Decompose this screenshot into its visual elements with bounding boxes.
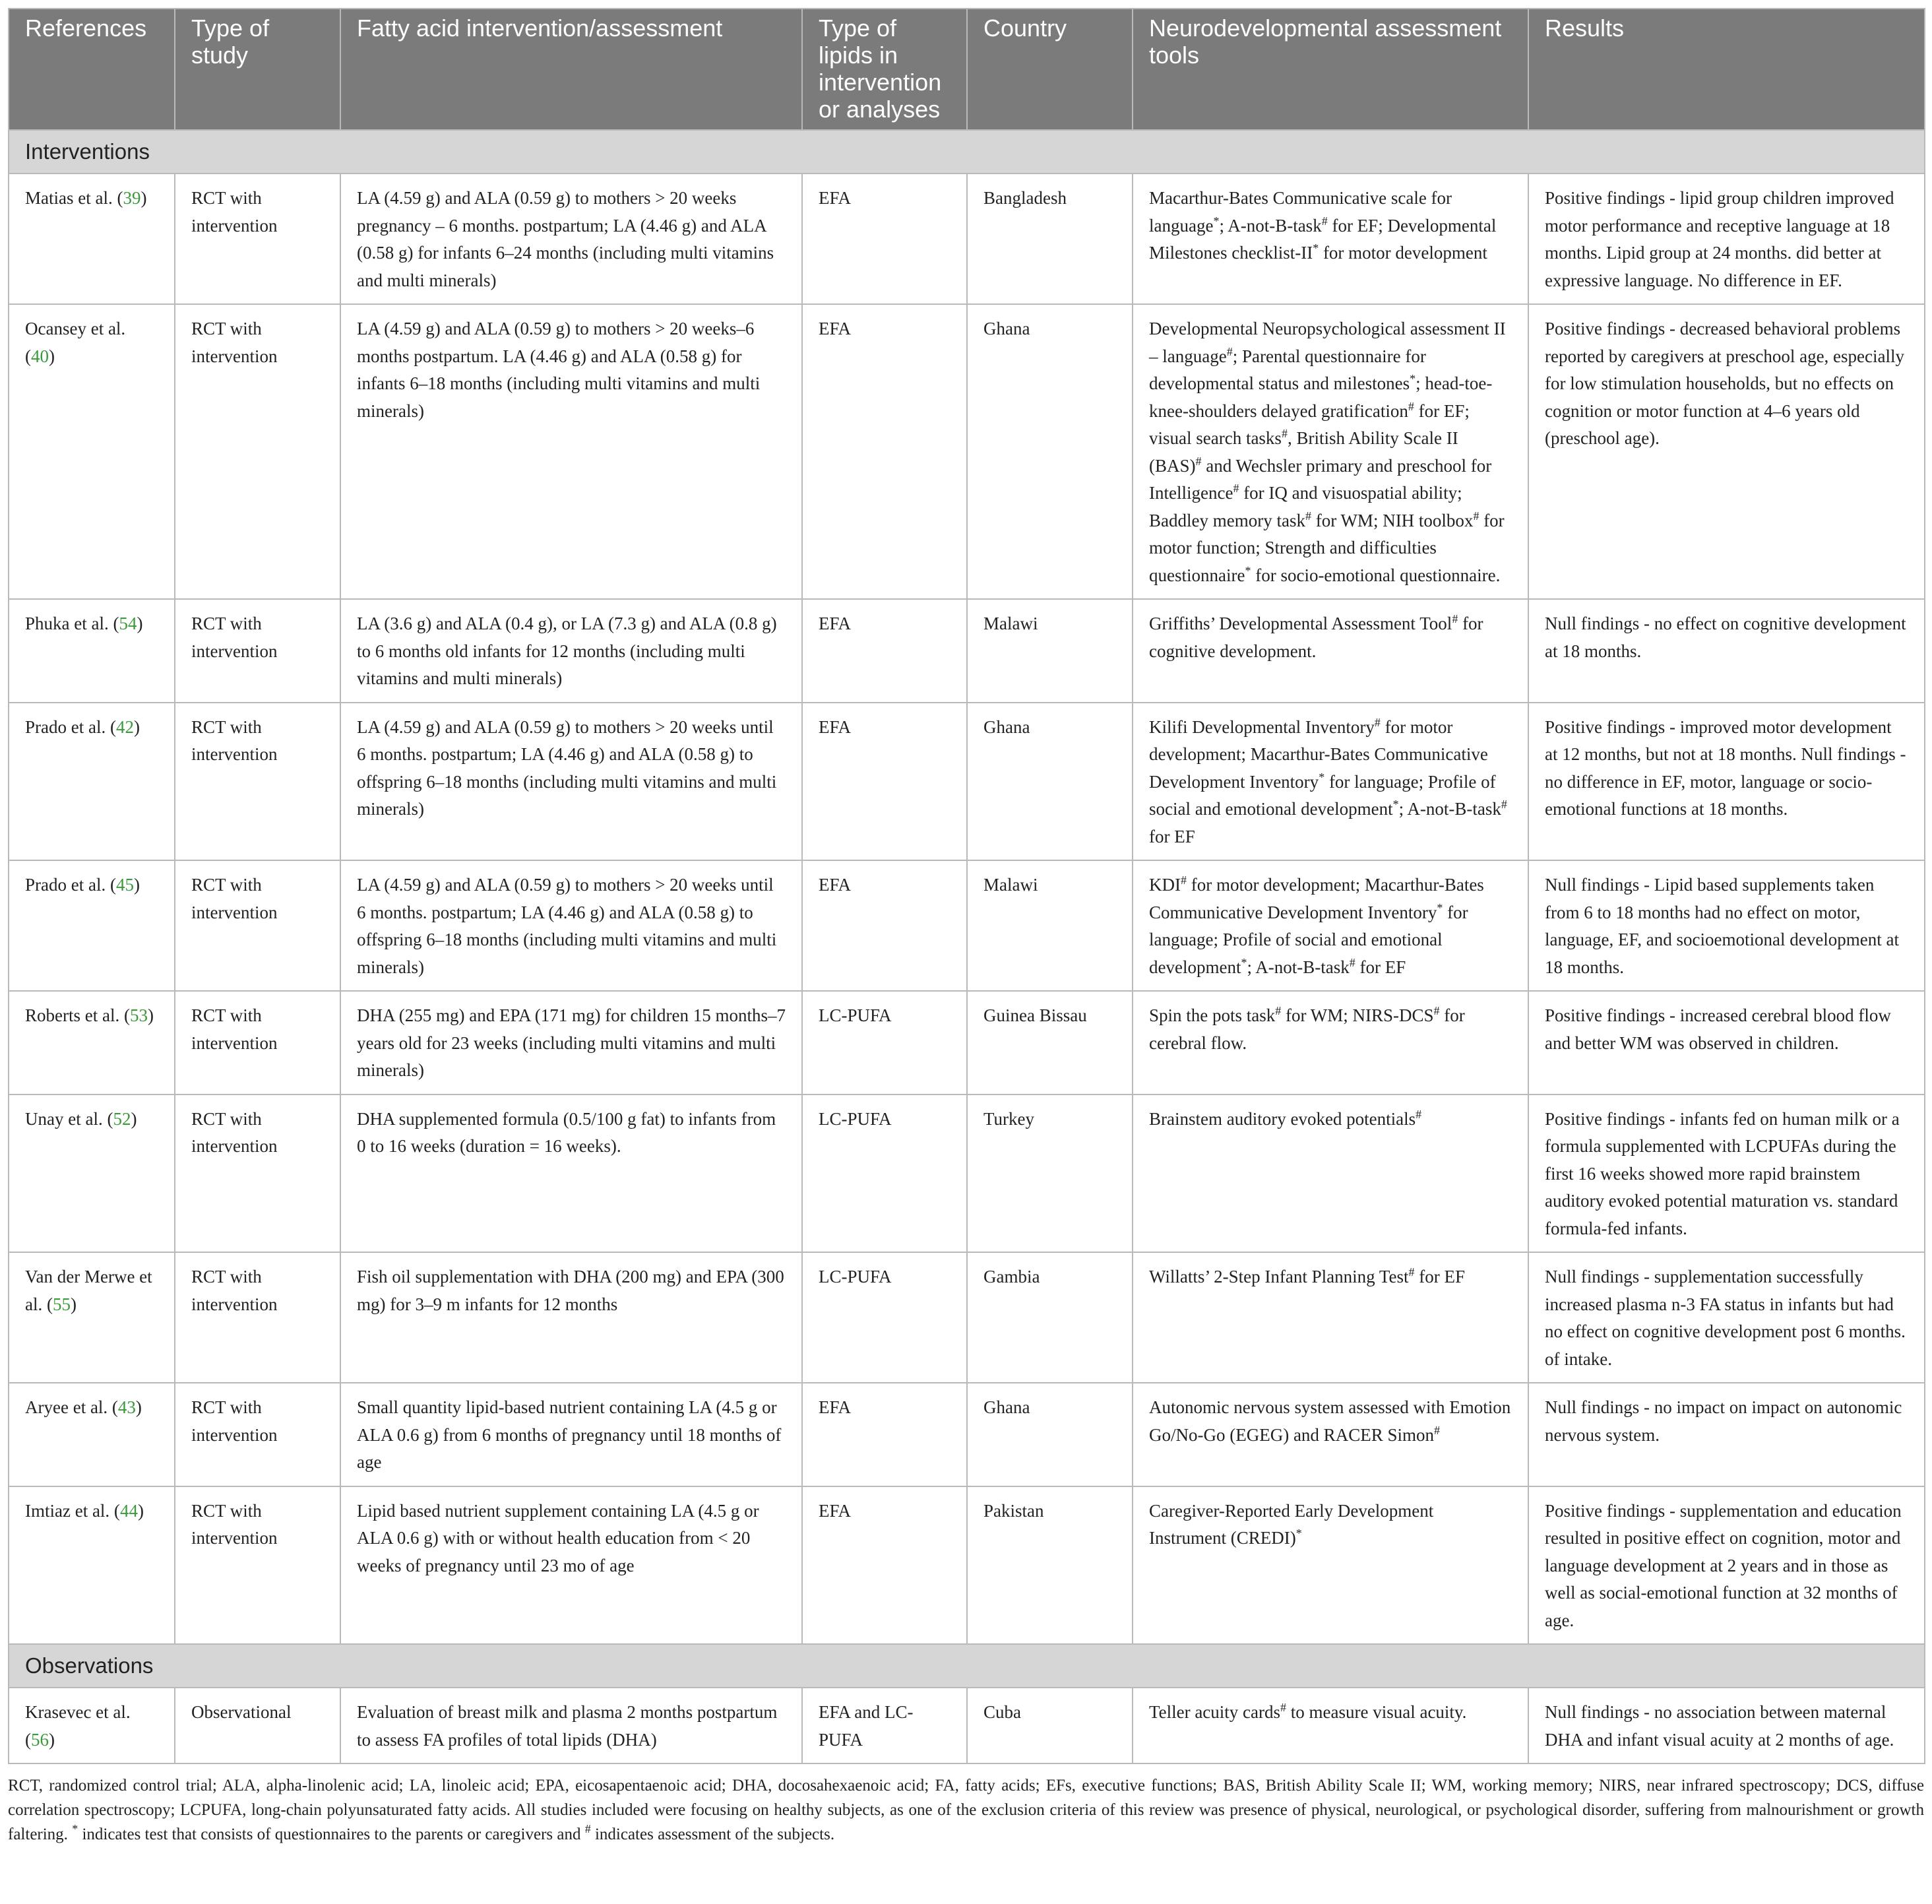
questionnaire-marker: * <box>1241 955 1247 969</box>
reference-cell <box>9 1486 175 1645</box>
assessment-tools-cell: Caregiver-Reported Early Development Instrument (CREDI)* <box>1133 1486 1528 1645</box>
reference-number-link[interactable]: 39 <box>123 188 141 208</box>
lipid-type-cell: EFA <box>802 860 967 991</box>
assessment-tools-cell: Griffiths’ Developmental Assessment Tool# for cognitive development. <box>1133 599 1528 703</box>
header-assessment-tools: Neurodevelopmental assessment tools <box>1133 9 1528 130</box>
questionnaire-marker: * <box>1410 372 1416 385</box>
reference-number-link[interactable]: 42 <box>115 716 134 737</box>
reference-close: ) <box>49 1729 55 1750</box>
study-type-cell: RCT with intervention <box>175 1095 340 1253</box>
country-cell: Cuba <box>967 1688 1133 1763</box>
lipid-type-cell: EFA and LC-PUFA <box>802 1688 967 1763</box>
reference-author: Prado et al. ( <box>25 875 116 895</box>
table-row <box>9 1486 1925 1645</box>
reference-number-link[interactable]: 52 <box>113 1108 131 1129</box>
reference-close: ) <box>147 1005 154 1025</box>
reference-close: ) <box>140 188 147 208</box>
table-row <box>9 1383 1925 1486</box>
reference-author: Matias et al. ( <box>25 188 123 208</box>
table-row <box>9 703 1925 861</box>
table-row <box>9 174 1925 304</box>
lipid-type-cell: LC-PUFA <box>802 1252 967 1383</box>
reference-close: ) <box>49 346 55 366</box>
intervention-cell: LA (3.6 g) and ALA (0.4 g), or LA (7.3 g) and ALA (0.8 g) to 6 months old infants for 12 months (including multi vitamins and multi minerals) <box>340 599 802 703</box>
intervention-cell: LA (4.59 g) and ALA (0.59 g) to mothers > 20 weeks pregnancy – 6 months. postpartum; LA (4.46 g) and ALA (0.58 g) for infants 6–24 months (including multi vitamins and multi minerals) <box>340 174 802 304</box>
country-cell: Bangladesh <box>967 174 1133 304</box>
results-cell: Null findings - no association between maternal DHA and infant visual acuity at 2 months of age. <box>1528 1688 1925 1763</box>
subject-assessment-marker: # <box>1275 1004 1282 1017</box>
assessment-tools-cell: Teller acuity cards# to measure visual acuity. <box>1133 1688 1528 1763</box>
reference-author: Imtiaz et al. ( <box>25 1500 120 1521</box>
results-cell: Null findings - supplementation successfully increased plasma n-3 FA status in infants but had no effect on cognitive development post 6 months. of intake. <box>1528 1252 1925 1383</box>
assessment-tools-cell: Willatts’ 2-Step Infant Planning Test# for EF <box>1133 1252 1528 1383</box>
subject-assessment-marker: # <box>1226 344 1233 358</box>
questionnaire-marker: * <box>1245 563 1251 577</box>
country-cell: Gambia <box>967 1252 1133 1383</box>
reference-close: ) <box>137 614 143 633</box>
intervention-cell: LA (4.59 g) and ALA (0.59 g) to mothers > 20 weeks until 6 months. postpartum; LA (4.46 g) and ALA (0.58 g) to offspring 6–18 months (including multi vitamins and multi minerals) <box>340 703 802 861</box>
header-references: References <box>9 9 175 130</box>
table-row <box>9 304 1925 599</box>
reference-author: Roberts et al. ( <box>25 1005 130 1025</box>
assessment-tools-cell: Brainstem auditory evoked potentials# <box>1133 1095 1528 1253</box>
questionnaire-marker: * <box>1319 770 1325 784</box>
reference-author: Prado et al. ( <box>25 716 116 737</box>
results-cell: Positive findings - infants fed on human milk or a formula supplemented with LCPUFAs during the first 16 weeks showed more rapid brainstem auditory evoked potential maturation vs. standard formula-fed infants. <box>1528 1095 1925 1253</box>
intervention-cell: Evaluation of breast milk and plasma 2 months postpartum to assess FA profiles of total lipids (DHA) <box>340 1688 802 1763</box>
reference-author: Unay et al. ( <box>25 1108 113 1129</box>
results-cell: Positive findings - supplementation and education resulted in positive effect on cognition, motor and language development at 2 years and in those as well as social-emotional function at 32 months of age. <box>1528 1486 1925 1645</box>
section-row-interventions <box>9 130 1925 174</box>
country-cell: Malawi <box>967 599 1133 703</box>
subject-assessment-marker: # <box>1305 509 1311 523</box>
intervention-cell: Fish oil supplementation with DHA (200 mg) and EPA (300 mg) for 3–9 m infants for 12 months <box>340 1252 802 1383</box>
reference-number-link[interactable]: 40 <box>31 346 49 366</box>
reference-cell <box>9 174 175 304</box>
assessment-tools-cell: Developmental Neuropsychological assessment II – language#; Parental questionnaire for developmental status and milestones*; head-toe-knee-shoulders delayed gratification# for EF; visual search tasks#, British Ability Scale II (BAS)# and Wechsler primary and preschool for Intelligence# for IQ and visuospatial ability; Baddley memory task# for WM; NIH toolbox# for motor function; Strength and difficulties questionnaire* for socio-emotional questionnaire. <box>1133 304 1528 599</box>
subject-assessment-marker: # <box>1433 1423 1440 1437</box>
intervention-cell: DHA (255 mg) and EPA (171 mg) for children 15 months–7 years old for 23 weeks (including multi vitamins and multi minerals) <box>340 991 802 1095</box>
reference-number-link[interactable]: 55 <box>52 1294 71 1314</box>
reference-cell <box>9 1252 175 1383</box>
questionnaire-marker: * <box>1392 798 1399 811</box>
subject-assessment-marker: # <box>1195 454 1202 468</box>
intervention-cell: LA (4.59 g) and ALA (0.59 g) to mothers > 20 weeks–6 months postpartum. LA (4.46 g) and ALA (0.58 g) for infants 6–18 months (including multi vitamins and multi minerals) <box>340 304 802 599</box>
questionnaire-marker: * <box>1313 241 1319 255</box>
results-cell: Positive findings - lipid group children improved motor performance and receptive language at 18 months. Lipid group at 24 months. did better at expressive language. No difference in EF. <box>1528 174 1925 304</box>
study-type-cell: RCT with intervention <box>175 174 340 304</box>
country-cell: Ghana <box>967 1383 1133 1486</box>
reference-cell <box>9 1688 175 1763</box>
reference-close: ) <box>70 1294 77 1314</box>
header-results: Results <box>1528 9 1925 130</box>
section-row-observations <box>9 1644 1925 1688</box>
lipid-type-cell: EFA <box>802 304 967 599</box>
study-type-cell: RCT with intervention <box>175 1486 340 1645</box>
intervention-cell: DHA supplemented formula (0.5/100 g fat) to infants from 0 to 16 weeks (duration = 16 weeks). <box>340 1095 802 1253</box>
subject-assessment-marker: # <box>1233 482 1239 495</box>
assessment-tools-cell: Autonomic nervous system assessed with Emotion Go/No-Go (EGEG) and RACER Simon# <box>1133 1383 1528 1486</box>
study-type-cell: RCT with intervention <box>175 304 340 599</box>
subject-assessment-marker: # <box>1416 1107 1422 1121</box>
subject-assessment-marker: # <box>1408 399 1414 413</box>
table-row <box>9 1688 1925 1763</box>
country-cell: Ghana <box>967 703 1133 861</box>
subject-assessment-marker: # <box>1501 798 1507 811</box>
header-row <box>9 9 1925 130</box>
reference-author: Van der Merwe et al. ( <box>25 1267 152 1314</box>
table-body <box>9 130 1925 1763</box>
subject-assessment-marker: # <box>1433 1004 1440 1017</box>
subject-assessment-marker: # <box>584 1822 591 1835</box>
study-type-cell: RCT with intervention <box>175 991 340 1095</box>
reference-author: Phuka et al. ( <box>25 614 119 633</box>
reference-cell <box>9 1095 175 1253</box>
reference-number-link[interactable]: 53 <box>129 1005 148 1025</box>
subject-assessment-marker: # <box>1374 715 1381 729</box>
country-cell: Turkey <box>967 1095 1133 1253</box>
results-cell: Positive findings - increased cerebral blood flow and better WM was observed in children. <box>1528 991 1925 1095</box>
table-row <box>9 1095 1925 1253</box>
subject-assessment-marker: # <box>1281 427 1288 440</box>
reference-number-link[interactable]: 44 <box>119 1500 138 1521</box>
subject-assessment-marker: # <box>1408 1265 1415 1279</box>
questionnaire-marker: * <box>1213 214 1220 228</box>
country-cell: Malawi <box>967 860 1133 991</box>
intervention-cell: LA (4.59 g) and ALA (0.59 g) to mothers > 20 weeks until 6 months. postpartum; LA (4.46 g) and ALA (0.58 g) to offspring 6–18 months (including multi vitamins and multi minerals) <box>340 860 802 991</box>
results-cell: Null findings - Lipid based supplements taken from 6 to 18 months had no effect on motor, language, EF, and socioemotional development at 18 months. <box>1528 860 1925 991</box>
questionnaire-marker: * <box>1295 1527 1302 1540</box>
assessment-tools-cell: Macarthur-Bates Communicative scale for language*; A-not-B-task# for EF; Developmental Milestones checklist-II* for motor development <box>1133 174 1528 304</box>
study-type-cell: RCT with intervention <box>175 860 340 991</box>
table-footnote: RCT, randomized control trial; ALA, alpha-linolenic acid; LA, linoleic acid; EPA, eicosapentaenoic acid; DHA, docosahexaenoic acid; FA, fatty acids; EFs, executive functions; BAS, British Ability Scale II; WM, working memory; NIRS, near infrared spectroscopy; DCS, diffuse correlation spectroscopy; LCPUFA, long-chain polyunsaturated fatty acids. All studies included were focusing on healthy subjects, as one of the exclusion criteria of this review was presence of physical, neurological, or psychological disorder, suffering from malnourishment or growth faltering. * indicates test that consists of questionnaires to the parents or caregivers and # indicates assessment of the subjects. <box>8 1777 1924 1843</box>
reference-close: ) <box>135 1397 142 1417</box>
reference-cell <box>9 991 175 1095</box>
intervention-cell: Lipid based nutrient supplement containing LA (4.5 g or ALA 0.6 g) with or without health education from < 20 weeks of pregnancy until 23 mo of age <box>340 1486 802 1645</box>
subject-assessment-marker: # <box>1181 873 1187 887</box>
intervention-cell: Small quantity lipid-based nutrient containing LA (4.5 g or ALA 0.6 g) from 6 months of pregnancy until 18 months of age <box>340 1383 802 1486</box>
section-title: Interventions <box>9 130 1925 174</box>
reference-cell <box>9 1383 175 1486</box>
header-country: Country <box>967 9 1133 130</box>
subject-assessment-marker: # <box>1349 955 1356 969</box>
reference-close: ) <box>133 875 140 895</box>
table-row <box>9 599 1925 703</box>
table-row <box>9 1252 1925 1383</box>
results-cell: Null findings - no effect on cognitive development at 18 months. <box>1528 599 1925 703</box>
reference-close: ) <box>137 1500 144 1521</box>
section-title: Observations <box>9 1644 1925 1688</box>
reference-number-link[interactable]: 54 <box>119 614 137 633</box>
reference-cell <box>9 860 175 991</box>
lipid-type-cell: LC-PUFA <box>802 1095 967 1253</box>
reference-author: Ocansey et al. ( <box>25 319 126 366</box>
questionnaire-marker: * <box>1437 901 1443 914</box>
studies-table <box>8 8 1925 1764</box>
results-cell: Positive findings - decreased behavioral problems reported by caregivers at preschool age, especially for low stimulation households, but no effects on cognition or motor function at 4–6 years old (preschool age). <box>1528 304 1925 599</box>
subject-assessment-marker: # <box>1473 509 1480 523</box>
table-container <box>8 8 1924 1847</box>
lipid-type-cell: LC-PUFA <box>802 991 967 1095</box>
lipid-type-cell: EFA <box>802 599 967 703</box>
country-cell: Ghana <box>967 304 1133 599</box>
subject-assessment-marker: # <box>1280 1701 1287 1714</box>
country-cell: Pakistan <box>967 1486 1133 1645</box>
reference-number-link[interactable]: 56 <box>31 1729 49 1750</box>
assessment-tools-cell: Spin the pots task# for WM; NIRS-DCS# for cerebral flow. <box>1133 991 1528 1095</box>
results-cell: Positive findings - improved motor development at 12 months, but not at 18 months. Null findings - no difference in EF, motor, language or socio-emotional functions at 18 months. <box>1528 703 1925 861</box>
table-row <box>9 860 1925 991</box>
header-type-of-study: Type of study <box>175 9 340 130</box>
study-type-cell: Observational <box>175 1688 340 1763</box>
lipid-type-cell: EFA <box>802 1486 967 1645</box>
study-type-cell: RCT with intervention <box>175 703 340 861</box>
reference-cell <box>9 304 175 599</box>
study-type-cell: RCT with intervention <box>175 1383 340 1486</box>
reference-cell <box>9 599 175 703</box>
reference-cell <box>9 703 175 861</box>
study-type-cell: RCT with intervention <box>175 1252 340 1383</box>
reference-author: Krasevec et al. ( <box>25 1702 131 1750</box>
results-cell: Null findings - no impact on impact on autonomic nervous system. <box>1528 1383 1925 1486</box>
reference-close: ) <box>131 1108 137 1129</box>
header-fatty-acid-intervention: Fatty acid intervention/assessment <box>340 9 802 130</box>
study-type-cell: RCT with intervention <box>175 599 340 703</box>
assessment-tools-cell: KDI# for motor development; Macarthur-Bates Communicative Development Inventory* for language; Profile of social and emotional development*; A-not-B-task# for EF <box>1133 860 1528 991</box>
subject-assessment-marker: # <box>1321 214 1328 228</box>
reference-close: ) <box>133 716 140 737</box>
lipid-type-cell: EFA <box>802 174 967 304</box>
lipid-type-cell: EFA <box>802 703 967 861</box>
reference-author: Aryee et al. ( <box>25 1397 118 1417</box>
header-type-of-lipids: Type of lipids in intervention or analyses <box>802 9 967 130</box>
reference-number-link[interactable]: 43 <box>117 1397 136 1417</box>
lipid-type-cell: EFA <box>802 1383 967 1486</box>
table-row <box>9 991 1925 1095</box>
reference-number-link[interactable]: 45 <box>115 875 134 895</box>
assessment-tools-cell: Kilifi Developmental Inventory# for motor development; Macarthur-Bates Communicative Development Inventory* for language; Profile of social and emotional development*; A-not-B-task# for EF <box>1133 703 1528 861</box>
subject-assessment-marker: # <box>1452 612 1458 625</box>
questionnaire-marker: * <box>72 1822 78 1835</box>
country-cell: Guinea Bissau <box>967 991 1133 1095</box>
